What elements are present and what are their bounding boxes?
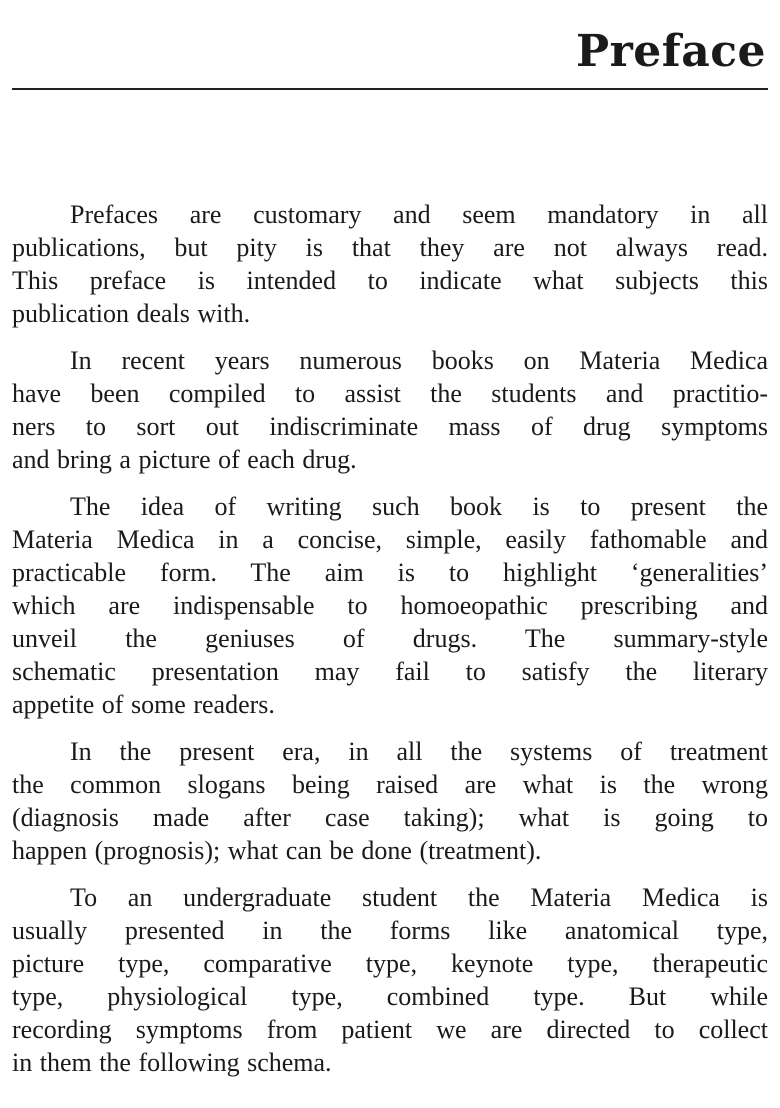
text-line: In the present era, in all the systems of treatment [70,737,768,766]
text-line: and bring a picture of each drug. [12,445,357,474]
text-line: unveil the geniuses of drugs. The summary-style [12,624,768,653]
text-line: usually presented in the forms like anatomical type, [12,916,768,945]
text-line: Materia Medica in a concise, simple, easily fathomable and [12,525,768,554]
page-title: Preface [576,26,766,77]
text-line: publications, but pity is that they are not always read. [12,233,768,262]
text-line: To an undergraduate student the Materia Medica is [70,883,768,912]
text-line: picture type, comparative type, keynote type, therapeutic [12,949,768,978]
text-line: type, physiological type, combined type. But while [12,982,768,1011]
text-line: in them the following schema. [12,1048,332,1077]
text-line: have been compiled to assist the students and practitio- [12,379,768,408]
paragraph [12,490,768,721]
text-line: The idea of writing such book is to present the [70,492,768,521]
paragraph [12,881,768,1079]
paragraph [12,735,768,867]
text-line: This preface is intended to indicate what subjects this [12,266,768,295]
text-line: happen (prognosis); what can be done (treatment). [12,836,542,865]
text-line: In recent years numerous books on Materia Medica [70,346,768,375]
text-line: (diagnosis made after case taking); what is going to [12,803,768,832]
title-rule [12,88,768,90]
text-line: Prefaces are customary and seem mandatory in all [70,200,768,229]
text-line: practicable form. The aim is to highlight ‘generalities’ [12,558,768,587]
text-line: appetite of some readers. [12,690,275,719]
text-line: publication deals with. [12,299,251,328]
body-text [12,198,768,1093]
text-line: schematic presentation may fail to satisfy the literary [12,657,768,686]
text-line: recording symptoms from patient we are directed to collect [12,1015,768,1044]
text-line: ners to sort out indiscriminate mass of drug symptoms [12,412,768,441]
text-line: the common slogans being raised are what is the wrong [12,770,768,799]
paragraph [12,344,768,476]
paragraph [12,198,768,330]
text-line: which are indispensable to homoeopathic prescribing and [12,591,768,620]
